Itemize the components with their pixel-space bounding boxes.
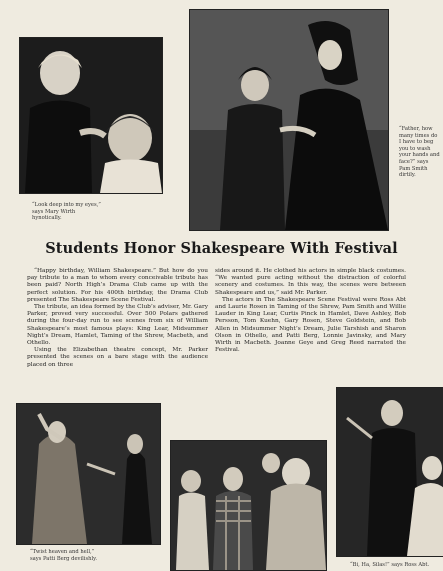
photo-father-image bbox=[190, 10, 388, 230]
photo-twist-heaven bbox=[16, 403, 161, 545]
photo-father bbox=[189, 9, 389, 231]
article-paragraph: The tribute, an idea formed by the Club’s adviser, Mr. Gary Parker, proved very successful. Over 500 Polars gathered during the four-day run to see scenes from six of William Shakespeare’s most famous plays: King Lear, Midsummer Night’s Dream, Hamlet, Taming of the Shrew, Macbeth, and Othello. bbox=[27, 304, 208, 347]
caption-father: “Father, how many times do I have to beg you to wash your hands and face?” says Pam Smith dirtily. bbox=[399, 126, 440, 179]
article-column-2 bbox=[215, 268, 406, 354]
photo-look-deep bbox=[19, 37, 163, 194]
article-column-1 bbox=[27, 268, 208, 369]
photo-bi-ha bbox=[336, 387, 443, 557]
caption-bi-ha: “Bi, Ha, Silas!” says Ross Abt. bbox=[350, 562, 430, 568]
photo-twist-heaven-image bbox=[17, 404, 160, 544]
article-paragraph: “Happy birthday, William Shakespeare.” But how do you pay tribute to a man to whom every conceivable tribute has been paid? North High’s Drama Club came up with the perfect solution. For his 400th birthday, the Drama Club presented The Shakespeare Scene Festival. bbox=[27, 268, 208, 303]
photo-group-scene bbox=[170, 440, 327, 571]
article-paragraph: Using the Elizabethan theatre concept, Mr. Parker presented the scenes on a bare stage with the audience placed on three bbox=[27, 347, 208, 368]
article-headline: Students Honor Shakespeare With Festival bbox=[45, 240, 398, 257]
caption-look-deep: “Look deep into my eyes,” says Mary Wirth hynotically. bbox=[32, 202, 101, 222]
photo-group-scene-image bbox=[171, 441, 326, 570]
article-paragraph: The actors in The Shakespeare Scene Festival were Ross Abt and Laurie Rosen in Taming of the Shrew, Pam Smith and Willie Lauder in King Lear, Curtis Pinck in Hamlet, Dave Ashley, Bob Persson, Tom Kuehn, Gary Rosen, Steve Goldstein, and Bob Allen in Midsummer Night’s Dream, Julie Tarshish and Sharon Olson in Othello, and Patti Berg, Lonnie Javinsky, and Mary Wirth in Macbeth. Joanne Geye and Greg Reed narrated the Festival. bbox=[215, 296, 406, 354]
photo-bi-ha-image bbox=[337, 388, 443, 556]
article-paragraph: sides around it. He clothed his actors in simple black costumes. “We wanted pure acting without the distraction of colorful scenery and costumes. In this way, the scenes were between Shakespeare and us,” said Mr. Parker. bbox=[215, 268, 406, 296]
caption-twist-heaven: “Twist heaven and hell,” says Patti Berg devilishly. bbox=[30, 549, 98, 562]
photo-look-deep-image bbox=[20, 38, 162, 193]
